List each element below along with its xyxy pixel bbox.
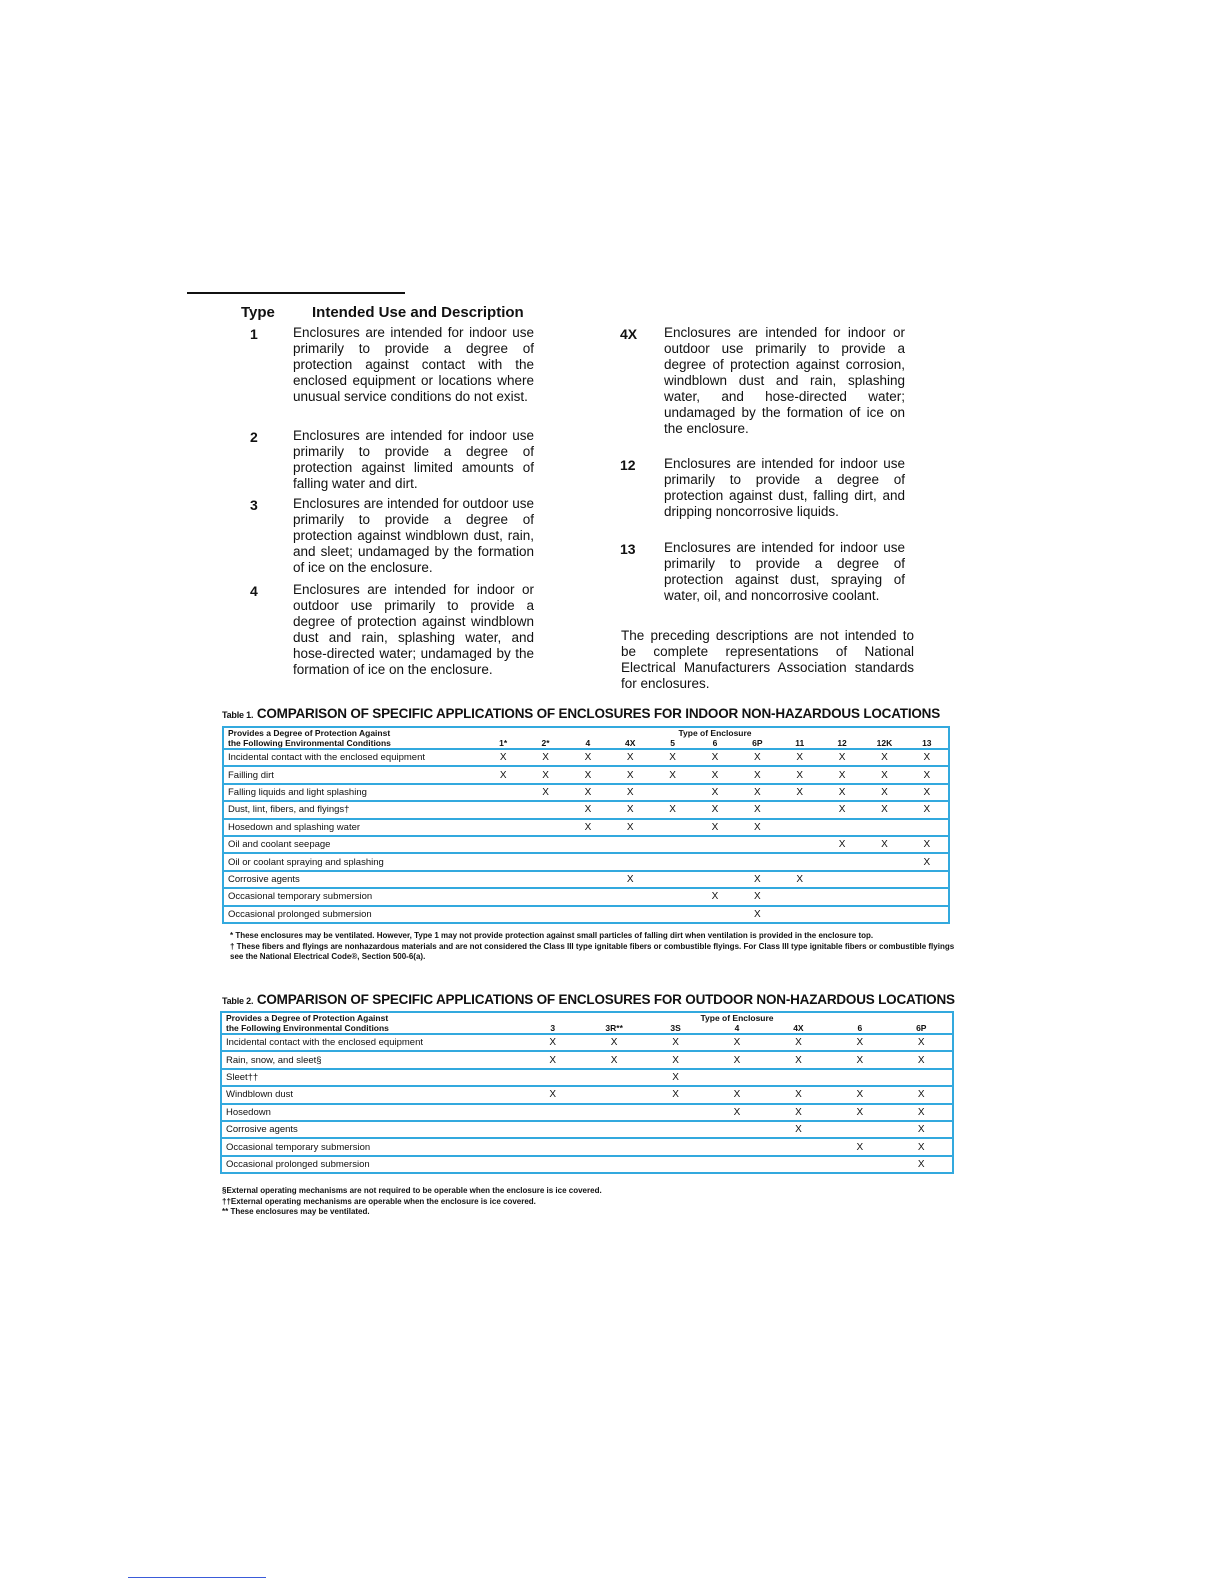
applicability-mark <box>583 1086 644 1103</box>
applicability-mark <box>829 1156 890 1172</box>
applicability-mark <box>522 1138 583 1155</box>
condition-cell: Failling dirt <box>224 766 482 783</box>
applicability-mark <box>524 906 566 922</box>
enclosure-type-header <box>482 728 948 749</box>
applicability-mark <box>906 871 948 888</box>
enclosure-type-column-header: 1* <box>499 738 508 748</box>
applicability-mark <box>482 801 524 818</box>
applicability-mark <box>524 819 566 836</box>
applicability-mark: X <box>829 1051 890 1068</box>
table-row <box>224 766 948 783</box>
table-footnote: ** These enclosures may be ventilated. <box>222 1207 370 1216</box>
applicability-mark <box>821 853 863 870</box>
applicability-mark: X <box>524 749 566 766</box>
applicability-mark <box>524 888 566 905</box>
enclosure-type-column-header: 11 <box>795 738 805 748</box>
table2-title-text: COMPARISON OF SPECIFIC APPLICATIONS OF ENCLOSURES FOR OUTDOOR NON-HAZARDOUS LOCATIONS <box>256 992 955 1007</box>
applicability-mark <box>524 836 566 853</box>
applicability-mark: X <box>694 766 736 783</box>
enclosure-type-column-header: 3S <box>670 1023 681 1033</box>
applicability-mark <box>522 1069 583 1086</box>
applicability-mark: X <box>706 1051 767 1068</box>
type-column-header: Type <box>241 304 275 321</box>
applicability-mark <box>651 906 693 922</box>
applicability-mark: X <box>609 871 651 888</box>
applicability-mark <box>821 819 863 836</box>
condition-cell: Occasional temporary submersion <box>224 888 482 905</box>
bottom-link-underline <box>128 1577 266 1578</box>
table-row <box>222 1156 952 1172</box>
applicability-mark: X <box>821 766 863 783</box>
applicability-mark <box>609 853 651 870</box>
applicability-mark: X <box>645 1086 706 1103</box>
table-row <box>222 1034 952 1051</box>
applicability-mark <box>482 853 524 870</box>
applicability-mark <box>779 888 821 905</box>
applicability-mark: X <box>651 749 693 766</box>
table-row <box>224 906 948 922</box>
applicability-mark: X <box>768 1034 829 1051</box>
table2-notes <box>222 1186 952 1218</box>
table-row <box>224 853 948 870</box>
table-row <box>224 749 948 766</box>
applicability-mark <box>706 1121 767 1138</box>
applicability-mark: X <box>694 819 736 836</box>
condition-cell: Corrosive agents <box>222 1121 522 1138</box>
table-footnote: ††External operating mechanisms are operable when the enclosure is ice covered. <box>222 1196 536 1206</box>
applicability-mark: X <box>522 1034 583 1051</box>
enclosure-type-column-header: 4 <box>734 1023 740 1033</box>
applicability-mark <box>694 853 736 870</box>
applicability-mark <box>482 784 524 801</box>
applicability-mark <box>779 801 821 818</box>
applicability-mark <box>736 853 778 870</box>
condition-cell: Oil or coolant spraying and splashing <box>224 853 482 870</box>
type-number: 2 <box>250 429 258 445</box>
applicability-mark: X <box>567 819 609 836</box>
type-description: Enclosures are intended for indoor use primarily to provide a degree of protection against dust, falling dirt, and dripping noncorrosive liquids. <box>664 456 905 519</box>
table1-label: Table 1. <box>222 710 254 720</box>
table2-title <box>222 992 955 1007</box>
applicability-mark: X <box>645 1069 706 1086</box>
applicability-mark: X <box>706 1104 767 1121</box>
applicability-mark <box>567 836 609 853</box>
applicability-mark: X <box>645 1034 706 1051</box>
applicability-mark: X <box>609 766 651 783</box>
enclosure-type-column-header: 6P <box>916 1023 927 1033</box>
applicability-mark: X <box>524 784 566 801</box>
applicability-mark <box>645 1156 706 1172</box>
condition-cell: Windblown dust <box>222 1086 522 1103</box>
applicability-mark <box>821 871 863 888</box>
applicability-mark <box>609 836 651 853</box>
applicability-mark <box>863 888 905 905</box>
enclosure-type-column-header: 5 <box>670 738 675 748</box>
applicability-mark: X <box>891 1104 952 1121</box>
applicability-mark: X <box>567 749 609 766</box>
type-description: Enclosures are intended for indoor or outdoor use primarily to provide a degree of protection against windblown dust and rain, splashing water, and hose-directed water; undamaged by the formation of ice on the enclosure. <box>293 582 534 677</box>
table-row <box>224 871 948 888</box>
applicability-mark: X <box>829 1034 890 1051</box>
applicability-mark: X <box>821 784 863 801</box>
applicability-mark <box>609 906 651 922</box>
applicability-mark: X <box>863 766 905 783</box>
type-number: 13 <box>620 541 636 557</box>
applicability-mark: X <box>829 1086 890 1103</box>
applicability-mark <box>645 1121 706 1138</box>
condition-cell: Occasional temporary submersion <box>222 1138 522 1155</box>
applicability-mark <box>829 1121 890 1138</box>
applicability-mark <box>583 1069 644 1086</box>
table-footnote: * These enclosures may be ventilated. However, Type 1 may not provide protection against small particles of falling dirt when ventilation is provided in the enclosure top. <box>230 931 874 940</box>
applicability-mark: X <box>906 836 948 853</box>
enclosure-type-column-header: 6P <box>752 738 763 748</box>
enclosure-type-column-header: 6 <box>712 738 718 748</box>
applicability-mark <box>779 819 821 836</box>
enclosure-type-column-header: 12K <box>876 738 893 748</box>
applicability-mark <box>482 836 524 853</box>
applicability-mark <box>906 819 948 836</box>
applicability-mark: X <box>482 749 524 766</box>
applicability-mark: X <box>863 784 905 801</box>
applicability-mark: X <box>736 906 778 922</box>
applicability-mark: X <box>906 784 948 801</box>
applicability-mark: X <box>906 749 948 766</box>
applicability-mark: X <box>891 1051 952 1068</box>
applicability-mark: X <box>609 801 651 818</box>
applicability-mark <box>863 906 905 922</box>
applicability-mark: X <box>779 784 821 801</box>
applicability-mark <box>651 888 693 905</box>
applicability-mark: X <box>736 871 778 888</box>
applicability-mark: X <box>694 749 736 766</box>
table-footnote: §External operating mechanisms are not required to be operable when the enclosure is ice covered. <box>222 1186 602 1195</box>
condition-cell: Rain, snow, and sleet§ <box>222 1051 522 1068</box>
applicability-mark: X <box>736 801 778 818</box>
applicability-mark <box>891 1069 952 1086</box>
description-column-header: Intended Use and Description <box>312 304 524 321</box>
applicability-mark: X <box>779 871 821 888</box>
type-description: Enclosures are intended for indoor use primarily to provide a degree of protection against contact with the enclosed equipment or locations where unusual service conditions do not exist. <box>293 325 534 404</box>
applicability-mark <box>645 1104 706 1121</box>
applicability-mark: X <box>482 766 524 783</box>
applicability-mark <box>706 1156 767 1172</box>
table-row <box>224 819 948 836</box>
condition-cell: Falling liquids and light splashing <box>224 784 482 801</box>
applicability-mark <box>482 871 524 888</box>
applicability-mark <box>906 888 948 905</box>
condition-header-line: Provides a Degree of Protection Against <box>226 1013 389 1023</box>
applicability-mark: X <box>768 1051 829 1068</box>
applicability-mark: X <box>694 784 736 801</box>
applicability-mark <box>524 801 566 818</box>
applicability-mark: X <box>694 801 736 818</box>
enclosure-type-column-header: 3 <box>550 1023 556 1033</box>
applicability-mark: X <box>768 1121 829 1138</box>
condition-cell: Corrosive agents <box>224 871 482 888</box>
applicability-mark <box>583 1138 644 1155</box>
applicability-mark: X <box>651 766 693 783</box>
applicability-mark <box>821 906 863 922</box>
table1-title-text: COMPARISON OF SPECIFIC APPLICATIONS OF ENCLOSURES FOR INDOOR NON-HAZARDOUS LOCATIONS <box>256 706 941 721</box>
applicability-mark <box>736 836 778 853</box>
applicability-mark: X <box>891 1034 952 1051</box>
applicability-mark: X <box>736 749 778 766</box>
table-row <box>224 888 948 905</box>
applicability-mark: X <box>863 749 905 766</box>
applicability-mark <box>482 888 524 905</box>
applicability-mark <box>694 906 736 922</box>
type-description: Enclosures are intended for indoor use primarily to provide a degree of protection against dust, spraying of water, oil, and noncorrosive coolant. <box>664 540 905 603</box>
applicability-mark <box>645 1138 706 1155</box>
applicability-mark: X <box>863 836 905 853</box>
table-row <box>224 784 948 801</box>
applicability-mark: X <box>891 1121 952 1138</box>
applicability-mark <box>821 888 863 905</box>
applicability-mark: X <box>906 766 948 783</box>
enclosure-type-column-header: 4 <box>585 738 591 748</box>
applicability-mark <box>906 906 948 922</box>
applicability-mark: X <box>706 1034 767 1051</box>
table-footnote: † These fibers and flyings are nonhazardous materials and are not considered the Class III type ignitable fibers or combustible flyings. For Class III type ignitable fibers or combustible flyings see the National Electrical Code®, Section 500-6(a). <box>230 941 955 961</box>
applicability-mark: X <box>821 801 863 818</box>
applicability-mark: X <box>891 1138 952 1155</box>
applicability-mark: X <box>906 853 948 870</box>
type-description: Enclosures are intended for indoor or outdoor use primarily to provide a degree of protection against corrosion, windblown dust and rain, splashing water, and hose-directed water; undamaged by the formation of ice on the enclosure. <box>664 325 905 436</box>
applicability-mark <box>567 871 609 888</box>
applicability-mark: X <box>779 766 821 783</box>
enclosure-type-column-header: 13 <box>922 738 932 748</box>
applicability-mark: X <box>829 1138 890 1155</box>
enclosure-type-column-header: 4X <box>625 738 636 748</box>
enclosure-type-column-header: 6 <box>857 1023 863 1033</box>
applicability-mark: X <box>645 1051 706 1068</box>
applicability-mark <box>567 888 609 905</box>
condition-cell: Dust, lint, fibers, and flyings† <box>224 801 482 818</box>
applicability-mark: X <box>736 888 778 905</box>
applicability-mark <box>524 871 566 888</box>
enclosure-type-column-header: 2* <box>541 738 550 748</box>
type-of-enclosure-label: Type of Enclosure <box>700 1013 774 1023</box>
applicability-mark: X <box>583 1034 644 1051</box>
table-row <box>222 1104 952 1121</box>
applicability-mark: X <box>821 836 863 853</box>
applicability-mark <box>768 1156 829 1172</box>
applicability-mark <box>863 871 905 888</box>
type-description: Enclosures are intended for indoor use primarily to provide a degree of protection against limited amounts of falling water and dirt. <box>293 428 534 491</box>
applicability-mark <box>522 1104 583 1121</box>
applicability-mark <box>863 853 905 870</box>
applicability-mark: X <box>583 1051 644 1068</box>
applicability-mark <box>768 1069 829 1086</box>
applicability-mark: X <box>821 749 863 766</box>
applicability-mark <box>522 1121 583 1138</box>
table-row <box>224 801 948 818</box>
applicability-mark: X <box>651 801 693 818</box>
applicability-mark <box>609 888 651 905</box>
table-row <box>222 1069 952 1086</box>
applicability-mark <box>567 853 609 870</box>
condition-cell: Oil and coolant seepage <box>224 836 482 853</box>
condition-cell: Incidental contact with the enclosed equipment <box>224 749 482 766</box>
applicability-mark: X <box>891 1086 952 1103</box>
table-row <box>222 1086 952 1103</box>
table2-label: Table 2. <box>222 996 254 1006</box>
condition-cell: Hosedown and splashing water <box>224 819 482 836</box>
applicability-mark: X <box>524 766 566 783</box>
preceding-note: The preceding descriptions are not intended to be complete representations of National Electrical Manufacturers Association standards for enclosures. <box>621 628 914 691</box>
condition-cell: Occasional prolonged submersion <box>222 1156 522 1172</box>
applicability-mark: X <box>768 1086 829 1103</box>
applicability-mark <box>651 784 693 801</box>
applicability-mark: X <box>567 801 609 818</box>
condition-column-header <box>224 728 482 749</box>
type-description: Enclosures are intended for outdoor use primarily to provide a degree of protection against windblown dust, rain, and sleet; undamaged by the formation of ice on the enclosure. <box>293 496 534 575</box>
enclosure-type-column-header: 3R** <box>605 1023 623 1033</box>
condition-header-line: Provides a Degree of Protection Against <box>228 728 391 738</box>
applicability-mark <box>482 819 524 836</box>
applicability-mark <box>651 853 693 870</box>
enclosure-type-column-header: 4X <box>793 1023 804 1033</box>
type-number: 12 <box>620 457 636 473</box>
table1-title <box>222 706 940 721</box>
type-number: 3 <box>250 497 258 513</box>
applicability-mark <box>829 1069 890 1086</box>
applicability-mark <box>768 1138 829 1155</box>
applicability-mark <box>706 1138 767 1155</box>
applicability-mark <box>779 853 821 870</box>
condition-cell: Incidental contact with the enclosed equipment <box>222 1034 522 1051</box>
applicability-mark: X <box>522 1086 583 1103</box>
applicability-mark <box>567 906 609 922</box>
applicability-mark: X <box>736 819 778 836</box>
applicability-mark: X <box>567 766 609 783</box>
condition-header-line: the Following Environmental Conditions <box>228 738 391 748</box>
applicability-mark <box>706 1069 767 1086</box>
type-number: 4 <box>250 583 258 599</box>
applicability-mark <box>583 1156 644 1172</box>
applicability-mark <box>482 906 524 922</box>
condition-header-line: the Following Environmental Conditions <box>226 1023 389 1033</box>
type-of-enclosure-label: Type of Enclosure <box>678 728 752 738</box>
table-row <box>222 1051 952 1068</box>
enclosure-type-column-header: 12 <box>837 738 847 748</box>
type-number: 1 <box>250 326 258 342</box>
applicability-mark: X <box>768 1104 829 1121</box>
applicability-mark: X <box>694 888 736 905</box>
table1-notes <box>230 931 960 963</box>
applicability-mark <box>651 871 693 888</box>
applicability-mark <box>651 819 693 836</box>
condition-cell: Sleet†† <box>222 1069 522 1086</box>
applicability-mark <box>694 871 736 888</box>
applicability-mark: X <box>609 784 651 801</box>
applicability-mark: X <box>522 1051 583 1068</box>
condition-cell: Hosedown <box>222 1104 522 1121</box>
applicability-mark: X <box>906 801 948 818</box>
table1 <box>222 726 950 924</box>
condition-cell: Occasional prolonged submersion <box>224 906 482 922</box>
applicability-mark <box>522 1156 583 1172</box>
enclosure-type-header <box>522 1013 952 1034</box>
applicability-mark: X <box>829 1104 890 1121</box>
applicability-mark <box>583 1121 644 1138</box>
applicability-mark <box>583 1104 644 1121</box>
condition-column-header <box>222 1013 522 1034</box>
applicability-mark: X <box>609 819 651 836</box>
applicability-mark <box>779 836 821 853</box>
top-rule <box>187 292 405 294</box>
applicability-mark: X <box>863 801 905 818</box>
applicability-mark <box>651 836 693 853</box>
applicability-mark <box>863 819 905 836</box>
applicability-mark: X <box>736 766 778 783</box>
table-row <box>224 836 948 853</box>
applicability-mark: X <box>609 749 651 766</box>
table-row <box>222 1121 952 1138</box>
applicability-mark: X <box>891 1156 952 1172</box>
applicability-mark <box>779 906 821 922</box>
applicability-mark <box>524 853 566 870</box>
applicability-mark: X <box>567 784 609 801</box>
table2 <box>220 1011 954 1174</box>
type-number: 4X <box>620 326 638 342</box>
applicability-mark: X <box>736 784 778 801</box>
applicability-mark <box>694 836 736 853</box>
table-row <box>222 1138 952 1155</box>
applicability-mark: X <box>706 1086 767 1103</box>
applicability-mark: X <box>779 749 821 766</box>
